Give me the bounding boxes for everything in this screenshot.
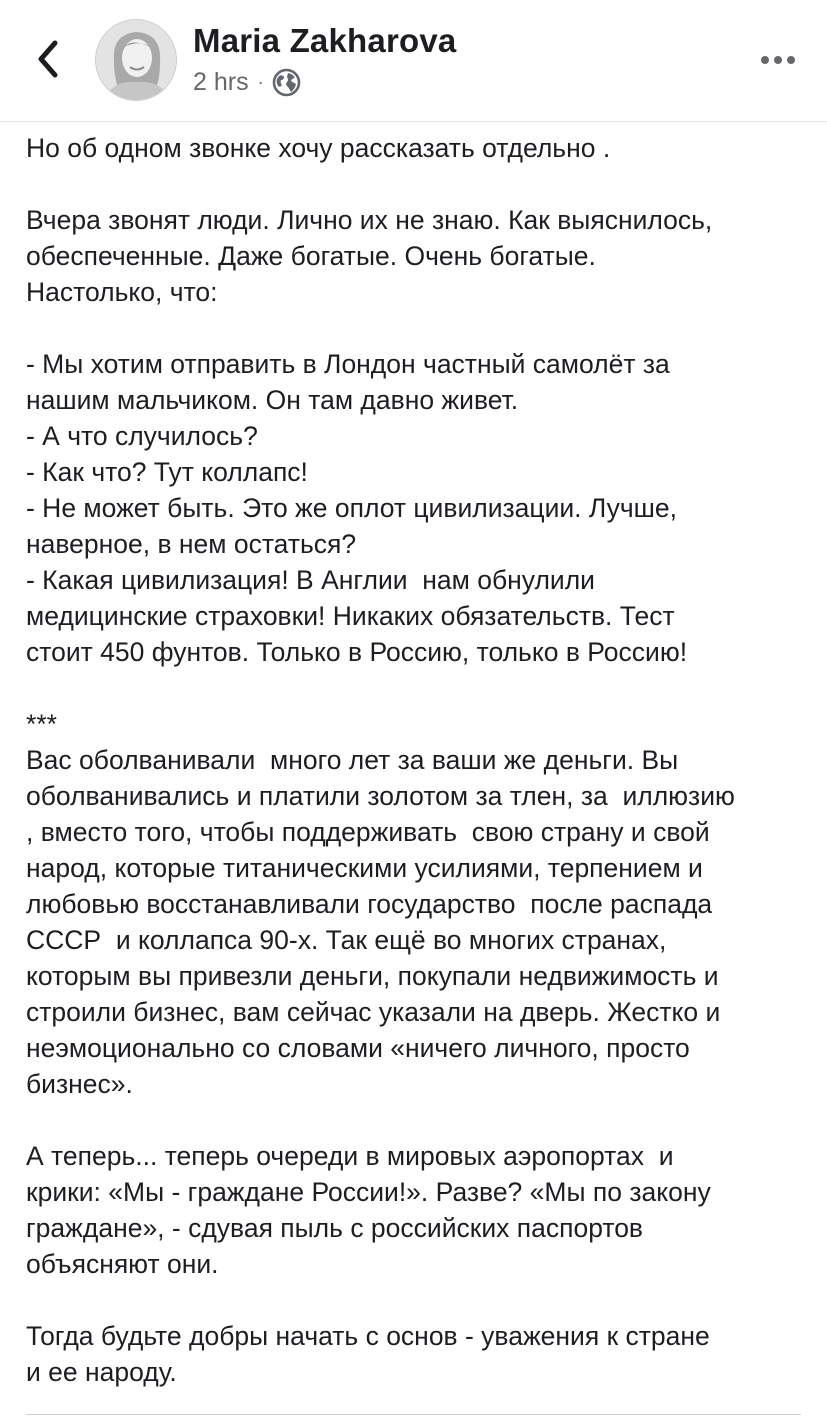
post-line: любовью восстанавливали государство после распада (26, 889, 713, 919)
paragraph-gap (26, 1102, 811, 1138)
post-line: народ, которые титаническими усилиями, терпением и (26, 853, 703, 883)
post-line: - Какая цивилизация! В Англии нам обнулили (26, 565, 595, 595)
post-text (26, 130, 811, 1390)
section-separator: *** (26, 709, 57, 739)
post-timestamp[interactable]: 2 hrs (193, 67, 249, 96)
paragraph-gap (26, 310, 811, 346)
post-line: граждане», - сдувая пыль с российских паспортов (26, 1213, 644, 1243)
back-button[interactable] (26, 34, 70, 84)
post-line: оболванивались и платили золотом за тлен, за иллюзию (26, 781, 735, 811)
post-line: и ее народу. (26, 1357, 177, 1387)
bottom-divider (26, 1414, 801, 1415)
post-line: СССР и коллапса 90-х. Так ещё во многих странах, (26, 925, 667, 955)
post-line: А теперь... теперь очереди в мировых аэропортах и (26, 1141, 674, 1171)
post-line: стоит 450 фунтов. Только в Россию, только в Россию! (26, 637, 688, 667)
post-line: неэмоционально со словами «ничего личного, просто (26, 1033, 690, 1063)
post-line: наверное, в нем остаться? (26, 529, 357, 559)
more-horizontal-icon (760, 55, 796, 65)
paragraph-gap (26, 670, 811, 706)
meta-separator: · (257, 72, 264, 92)
paragraph-gap (26, 1282, 811, 1318)
post-header (0, 0, 827, 122)
post-line: Настолько, что: (26, 277, 218, 307)
post-line: Вчера звонят люди. Лично их не знаю. Как выяснилось, (26, 205, 713, 235)
post-line: - Мы хотим отправить в Лондон частный самолёт за (26, 349, 670, 379)
post-meta (193, 66, 301, 98)
post-line: - А что случилось? (26, 421, 258, 451)
post-line: Но об одном звонке хочу рассказать отдельно . (26, 133, 611, 163)
paragraph-gap (26, 166, 811, 202)
post-line: медицинские страховки! Никаких обязательств. Тест (26, 601, 675, 631)
post-line: крики: «Мы - граждане России!». Разве? «Мы по закону (26, 1177, 711, 1207)
post-line: , вместо того, чтобы поддерживать свою страну и свой (26, 817, 710, 847)
post-line: объясняют они. (26, 1249, 219, 1279)
more-options-button[interactable] (755, 40, 801, 80)
post-line: Вас оболванивали много лет за ваши же деньги. Вы (26, 745, 679, 775)
post-line: бизнес». (26, 1069, 133, 1099)
globe-icon[interactable] (272, 68, 301, 97)
post-line: нашим мальчиком. Он там давно живет. (26, 385, 519, 415)
post-line: строили бизнес, вам сейчас указали на дверь. Жестко и (26, 997, 721, 1027)
avatar[interactable] (95, 19, 177, 101)
post-line: Тогда будьте добры начать с основ - уважения к стране (26, 1321, 710, 1351)
profile-photo-icon (96, 20, 177, 101)
author-name[interactable]: Maria Zakharova (193, 22, 457, 59)
post-line: которым вы привезли деньги, покупали недвижимость и (26, 961, 719, 991)
chevron-left-icon (35, 39, 61, 79)
post-line: обеспеченные. Даже богатые. Очень богатые. (26, 241, 596, 271)
post-line: - Как что? Тут коллапс! (26, 457, 308, 487)
post-line: - Не может быть. Это же оплот цивилизации. Лучше, (26, 493, 678, 523)
